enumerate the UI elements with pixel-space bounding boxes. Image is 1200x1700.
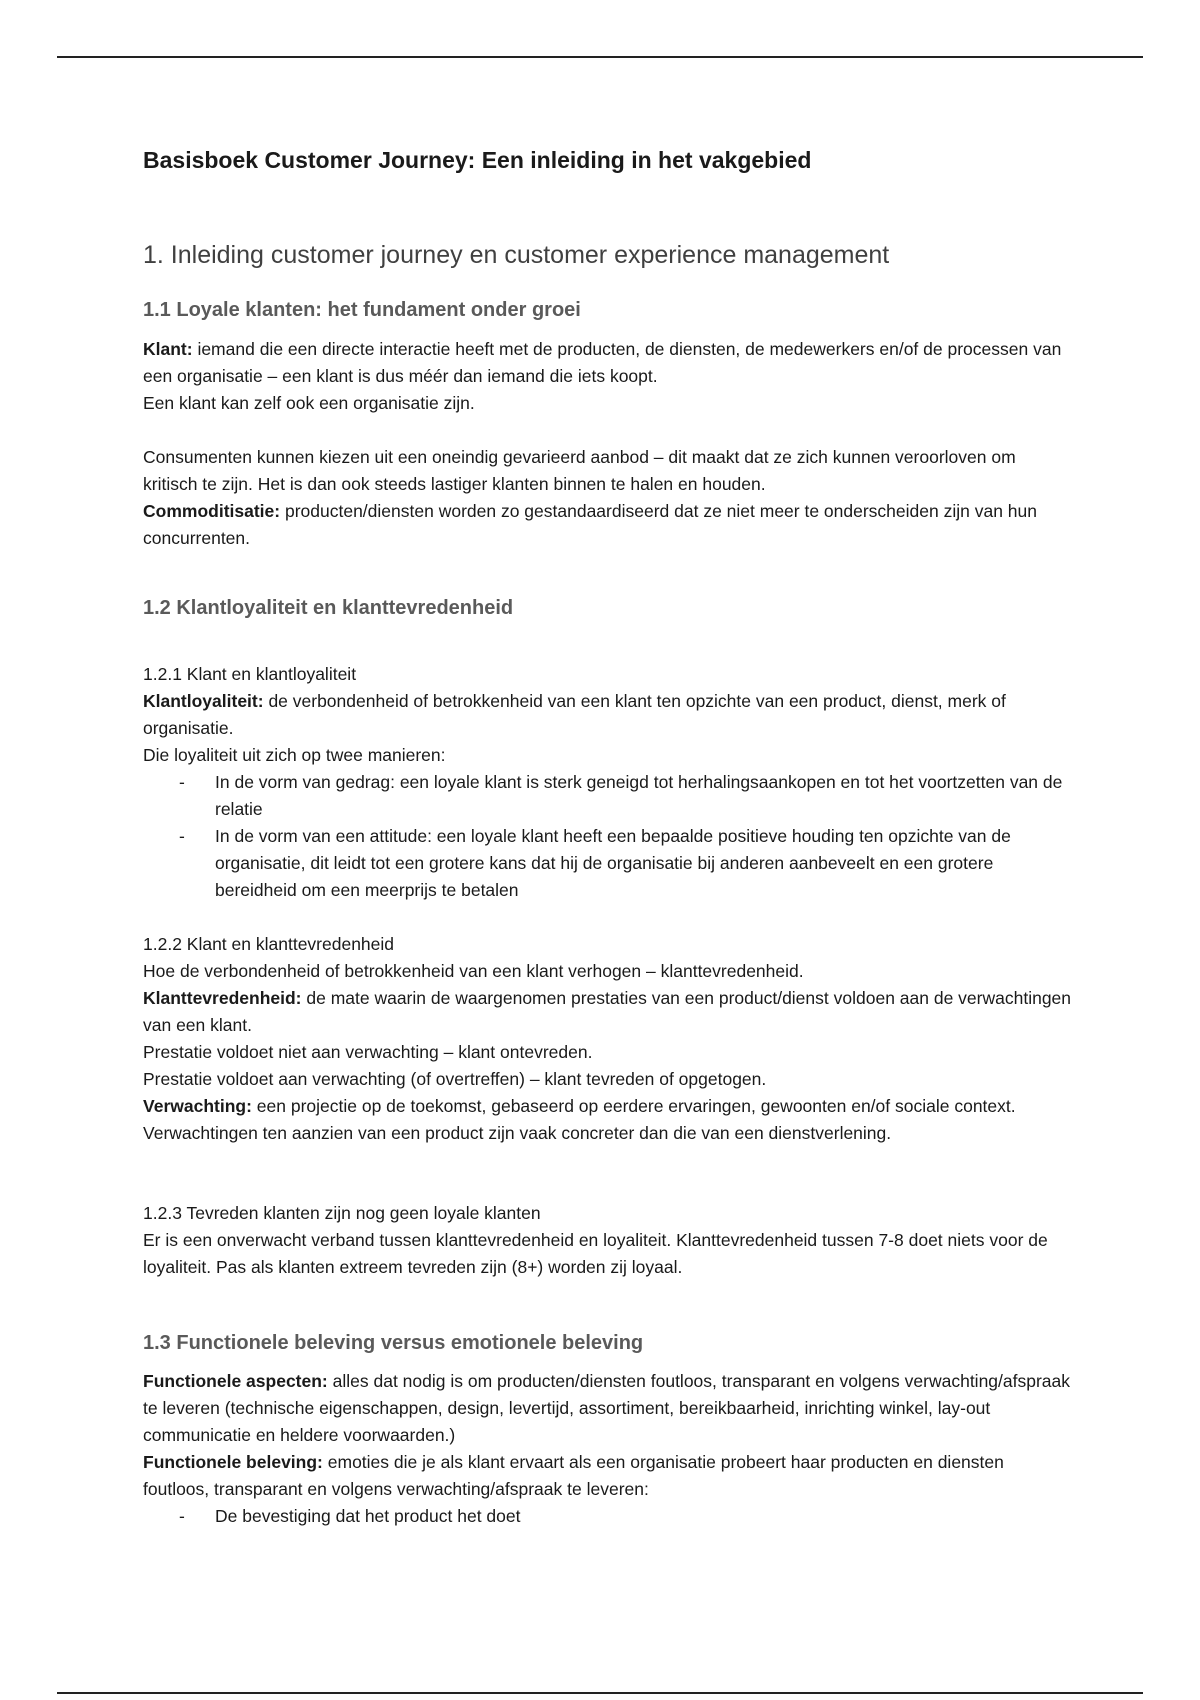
section-1-2-2-heading: 1.2.2 Klant en klanttevredenheid (143, 934, 395, 954)
klant-definition (143, 336, 1073, 390)
klant-note: Een klant kan zelf ook een organisatie zijn. (143, 393, 475, 413)
consumers-paragraph: Consumenten kunnen kiezen uit een oneindig gevarieerd aanbod – dit maakt dat ze zich kunnen veroorloven om kritisch te zijn. Het is dan ook steeds lastiger klanten binnen te halen en houden. (143, 447, 1016, 494)
loyaliteit-list (143, 769, 1073, 904)
tevredenheid-line-4: Verwachtingen ten aanzien van een product zijn vaak concreter dan die van een dienstverlening. (143, 1123, 892, 1143)
section-1-2-1 (143, 661, 1073, 904)
tevredenheid-line-2: Prestatie voldoet niet aan verwachting – klant ontevreden. (143, 1042, 593, 1062)
verwachting-definition (143, 1093, 1073, 1120)
klanttevredenheid-def: de mate waarin de waargenomen prestaties van een product/dienst voldoen aan de verwachtingen van een klant. (143, 988, 1072, 1035)
functionele-beleving-def: emoties die je als klant ervaart als een organisatie probeert haar producten en diensten foutloos, transparant en volgens verwachting/afspraak te leveren: (143, 1452, 1004, 1499)
bottom-rule (57, 1692, 1143, 1694)
section-1-2-3 (143, 1200, 1073, 1281)
verwachting-def: een projectie op de toekomst, gebaseerd op eerdere ervaringen, gewoonten en/of sociale context. (251, 1096, 1016, 1116)
tevredenheid-line-1: Hoe de verbondenheid of betrokkenheid van een klant verhogen – klanttevredenheid. (143, 961, 804, 981)
commod-term: Commoditisatie: (143, 501, 281, 521)
klantloyaliteit-term: Klantloyaliteit: (143, 691, 264, 711)
list-item: - In de vorm van gedrag: een loyale klant is sterk geneigd tot herhalingsaankopen en tot het voortzetten van de relatie (215, 769, 1073, 823)
functionele-aspecten-term: Functionele aspecten: (143, 1371, 328, 1391)
document-title: Basisboek Customer Journey: Een inleiding in het vakgebied (143, 147, 812, 173)
section-1-2-3-heading: 1.2.3 Tevreden klanten zijn nog geen loyale klanten (143, 1203, 541, 1223)
klant-def: iemand die een directe interactie heeft met de producten, de diensten, de medewerkers en/of de processen van een organisatie – een klant is dus méér dan iemand die iets koopt. (143, 339, 1062, 386)
chapter-heading: 1. Inleiding customer journey en customer experience management (143, 241, 890, 269)
tevredenheid-line-3: Prestatie voldoet aan verwachting (of overtreffen) – klant tevreden of opgetogen. (143, 1069, 767, 1089)
document-body (143, 140, 1073, 1526)
functionele-aspecten-def: alles dat nodig is om producten/diensten foutloos, transparant en volgens verwachting/afspraak te leveren (technische eigenschappen, design, levertijd, assortiment, bereikbaarheid, inrichting winkel, lay-out communicatie en heldere voorwaarden.) (143, 1371, 1071, 1445)
list-item: - In de vorm van een attitude: een loyale klant heeft een bepaalde positieve houding ten opzichte van de organisatie, dit leidt tot een grotere kans dat hij de organisatie bij anderen aanbeveelt en een grotere bereidheid om een meerprijs te betalen (215, 823, 1073, 904)
functionele-aspecten-definition (143, 1368, 1073, 1449)
list-item: - De bevestiging dat het product het doet (215, 1503, 1073, 1530)
beleving-list (143, 1503, 1073, 1530)
klantloyaliteit-def: de verbondenheid of betrokkenheid van een klant ten opzichte van een product, dienst, merk of organisatie. (143, 691, 1006, 738)
section-1-1-body (143, 336, 1073, 552)
section-1-1-heading: 1.1 Loyale klanten: het fundament onder groei (143, 299, 581, 321)
functionele-beleving-term: Functionele beleving: (143, 1452, 323, 1472)
section-1-3-heading: 1.3 Functionele beleving versus emotionele beleving (143, 1332, 644, 1354)
section-1-3-body (143, 1368, 1073, 1530)
section-1-2-1-heading: 1.2.1 Klant en klantloyaliteit (143, 664, 357, 684)
verwachting-term: Verwachting: (143, 1096, 252, 1116)
klanttevredenheid-definition (143, 985, 1073, 1039)
loyaliteit-intro: Die loyaliteit uit zich op twee manieren: (143, 745, 446, 765)
section-1-2-3-text: Er is een onverwacht verband tussen klanttevredenheid en loyaliteit. Klanttevredenheid tussen 7-8 doet niets voor de loyaliteit. Pas als klanten extreem tevreden zijn (8+) worden zij loyaal. (143, 1230, 1048, 1277)
commod-def: producten/diensten worden zo gestandaardiseerd dat ze niet meer te onderscheiden zijn van hun concurrenten. (143, 501, 1037, 548)
section-1-2-2 (143, 931, 1073, 1147)
top-rule (57, 56, 1143, 58)
klanttevredenheid-term: Klanttevredenheid: (143, 988, 302, 1008)
section-1-2-heading: 1.2 Klantloyaliteit en klanttevredenheid (143, 597, 514, 619)
commoditisatie-definition (143, 498, 1073, 552)
klantloyaliteit-definition (143, 688, 1073, 742)
functionele-beleving-definition (143, 1449, 1073, 1503)
klant-term: Klant: (143, 339, 193, 359)
